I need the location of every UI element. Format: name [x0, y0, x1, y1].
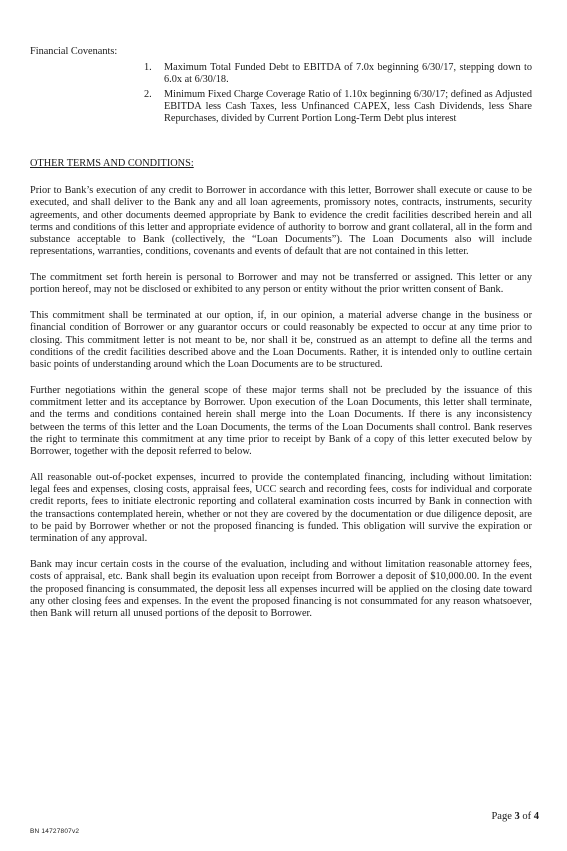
covenant-text: Minimum Fixed Charge Coverage Ratio of 1.10x beginning 6/30/17; defined as Adjusted EBITDA less Cash Taxes, less Unfinanced CAPEX, less Cash Dividends, less Share Repurchases, divided by Current Portion Long-Term Debt plus interest	[164, 88, 532, 125]
covenants-list	[144, 62, 532, 127]
page-number	[491, 811, 539, 822]
financial-covenants-label: Financial Covenants:	[30, 46, 118, 57]
section-heading: OTHER TERMS AND CONDITIONS:	[30, 158, 194, 169]
paragraph: Further negotiations within the general scope of these major terms shall not be precluded by the issuance of this commitment letter and its acceptance by Borrower. Upon execution of the Loan Documents, this letter shall terminate, and the terms and conditions contained herein shall merge into the Loan Documents. If there is any inconsistency between the terms of this letter and the Loan Documents, the terms of the Loan Documents shall control. Bank reserves the right to terminate this commitment at any time prior to receipt by Bank of a copy of this letter executed below by Borrower, together with the deposit referred to below.	[30, 384, 532, 458]
covenant-number: 1.	[144, 62, 152, 73]
paragraph: Prior to Bank’s execution of any credit to Borrower in accordance with this letter, Borrower shall execute or cause to be executed, and shall deliver to the Bank any and all loan agreements, promissory notes, contracts, instruments, security agreements, and other documents deemed appropriate by Bank to evidence the credit facilities described herein and all terms and conditions of this letter and appropriate evidence of authority to borrow and grant collateral, all in the form and substance acceptable to Bank (collectively, the “Loan Documents”). The Loan Documents also will include representations, warranties, conditions, covenants and events of default that are not contained in this letter.	[30, 185, 532, 258]
document-id: BN 14727807v2	[30, 828, 80, 835]
paragraph: All reasonable out-of-pocket expenses, incurred to provide the contemplated financing, including without limitation: legal fees and expenses, closing costs, appraisal fees, UCC search and recording fees, costs for individual and corporate credit reports, fees to initiate electronic reporting and collateral examination costs incurred by Bank in connection with the transactions contemplated herein, whether or not they are covered by the documentation or due diligence deposit, are to be paid by Borrower whether or not the proposed financing is funded. This obligation will survive the expiration or termination of any approval.	[30, 471, 532, 545]
page-current: 3	[514, 811, 520, 822]
covenant-item	[144, 89, 532, 126]
covenant-number: 2.	[144, 88, 152, 100]
page-of: of	[522, 811, 532, 822]
paragraph: Bank may incur certain costs in the course of the evaluation, including and without limitation reasonable attorney fees, costs of appraisal, etc. Bank shall begin its evaluation upon receipt from Borrower a deposit of $10,000.00. In the event the proposed financing is consummated, the deposit less all expenses incurred will be applied on the closing date toward any other closing fees and expenses. In the event the proposed financing is not consummated for any reason whatsoever, then Bank will return all unused portions of the deposit to Borrower.	[30, 558, 532, 620]
paragraph: This commitment shall be terminated at our option, if, in our opinion, a material adverse change in the business or financial condition of Borrower or any guarantor occurs or could reasonably be expected to occur at any time prior to closing. This commitment letter is not meant to be, nor shall it be, construed as an attempt to define all the terms and conditions of the credit facilities described above and the Loan Documents. Rather, it is intended only to outline certain basic points of understanding around which the Loan Documents are to be structured.	[30, 309, 532, 371]
page-prefix: Page	[491, 811, 512, 822]
page-total: 4	[533, 811, 539, 822]
terms-body	[30, 185, 532, 634]
covenant-item	[144, 62, 532, 87]
paragraph: The commitment set forth herein is personal to Borrower and may not be transferred or assigned. This letter or any portion hereof, may not be disclosed or exhibited to any person or entity without the prior written consent of Bank.	[30, 272, 532, 296]
covenant-text: Maximum Total Funded Debt to EBITDA of 7.0x beginning 6/30/17, stepping down to 6.0x at 6/30/18.	[164, 62, 532, 86]
